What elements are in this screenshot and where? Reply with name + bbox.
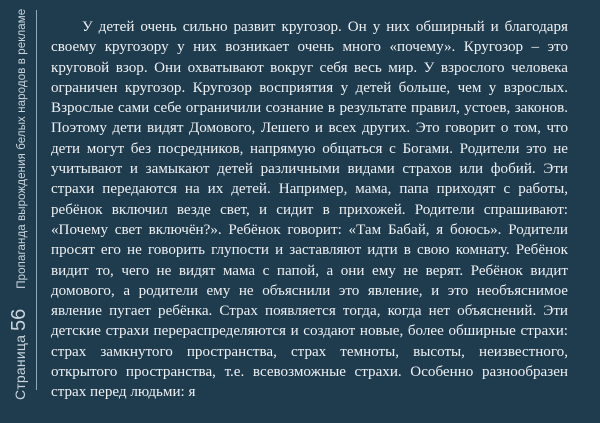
page-label: Страница — [12, 334, 28, 400]
page-number: 56 — [8, 308, 30, 331]
page-sidebar — [0, 0, 40, 423]
running-title: Пропаганда вырождения белых народов в рекламе — [16, 8, 28, 289]
body-paragraph: У детей очень сильно развит кругозор. Он у них обширный и благодаря своему кругозору у них возникает очень много «почему». Кругозор – это круговой взор. Они охватывают вокруг себя весь мир. У взрослого человека ограничен кругозор. Кругозор восприятия у детей больше, чем у взрослых. Взрослые сами себе ограничили сознание в результате правил, устоев, законов. Поэтому дети видят Домового, Лешего и всех других. Это говорит о том, что дети могут без посредников, напрямую общаться с Богами. Родители это не учитывают и замыкают детей различными видами страхов или фобий. Эти страхи передаются на их детей. Например, мама, папа приходят с работы, ребёнок включил везде свет, и сидит в прихожей. Родители спрашивают: «Почему свет включён?». Ребёнок говорит: «Там Бабай, я боюсь». Родители просят его не говорить глупости и заставляют идти в свою комнату. Ребёнок видит то, чего не видят мама с папой, а они ему не верят. Ребёнок видит домового, а родители ему не объяснили это явление, и это необъяснимое явление пугает ребёнка. Страх появляется тогда, когда нет объяснений. Эти детские страхи перераспределяются и создают новые, более обширные страхи: страх замкнутого пространства, страх темноты, высоты, неизвестного, открытого пространства, т.е. всевозможные страхи. Особенно разнообразен страх перед людьми: я — [51, 19, 568, 401]
sidebar-divider — [36, 10, 37, 390]
sidebar-caption — [8, 8, 34, 400]
